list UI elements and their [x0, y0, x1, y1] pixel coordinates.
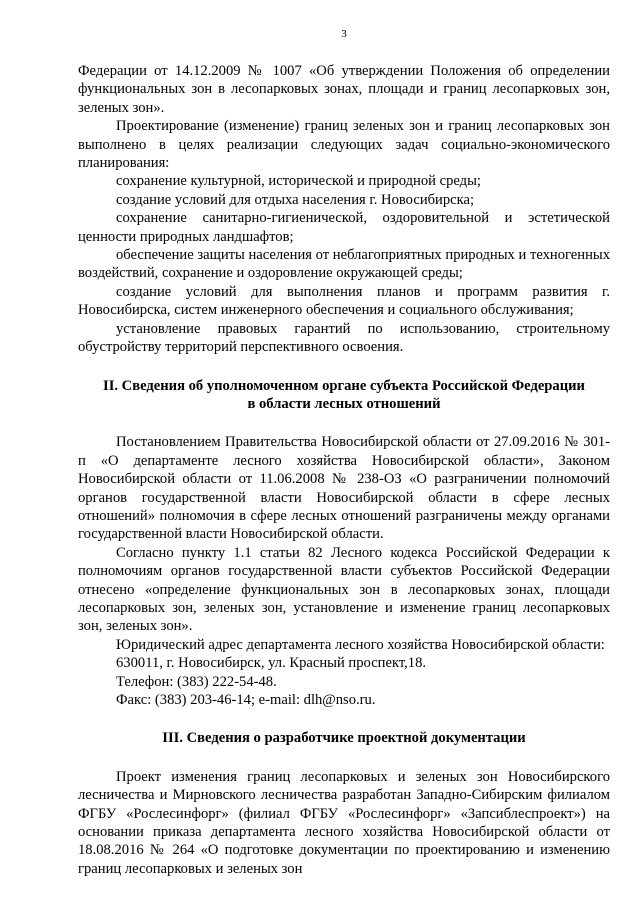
- intro-section: [78, 62, 610, 357]
- section-3-body: [78, 768, 610, 878]
- section-3-title: III. Сведения о разработчике проектной документации: [162, 730, 526, 747]
- section-2-body: [78, 433, 610, 709]
- section-2-paragraph-1: Постановлением Правительства Новосибирской области от 27.09.2016 № 301-п «О департаменте лесного хозяйства Новосибирской области», Законом Новосибирской области от 11.06.2008 № 238-ОЗ «О разграничении полномочий органов государственной власти Новосибирской области в сфере лесных отношений» полномочия в сфере лесных отношений разграничены между органами государственной власти Новосибирской области.: [78, 434, 610, 543]
- section-3-paragraph-1: Проект изменения границ лесопарковых и зеленых зон Новосибирского лесничества и Мирновского лесничества разработан Западно-Сибирским филиалом ФГБУ «Рослесинфорг» (филиал ФГБУ «Рослесинфорг» «Запсиблеспроект») на основании приказа департамента лесного хозяйства Новосибирской области от 18.08.2016 № 264 «О подготовке документации по проектированию и изменению границ лесопарковых и зеленых зон: [78, 768, 610, 877]
- task-item: создание условий для выполнения планов и программ развития г. Новосибирска, систем инженерного обеспечения и социального обслуживания;: [78, 283, 610, 319]
- task-item: установление правовых гарантий по использованию, строительному обустройству территорий перспективного освоения.: [78, 320, 610, 356]
- task-item: создание условий для отдыха населения г. Новосибирска;: [116, 191, 475, 208]
- intro-paragraph-2: Проектирование (изменение) границ зеленых зон и границ лесопарковых зон выполнено в целях реализации следующих задач социально-экономического планирования:: [78, 118, 610, 172]
- section-2-title-line-2: в области лесных отношений: [247, 395, 441, 412]
- intro-paragraph-1: Федерации от 14.12.2009 № 1007 «Об утверждении Положения об определении функциональных зон в лесопарковых зонах, площади и границ лесопарковых зон, зеленых зон».: [78, 63, 610, 116]
- legal-address: 630011, г. Новосибирск, ул. Красный проспект,18.: [116, 655, 427, 672]
- section-2-title-line-1: II. Сведения об уполномоченном органе субъекта Российской Федерации: [103, 377, 585, 394]
- task-item: сохранение санитарно-гигиенической, оздоровительной и эстетической ценности природных ландшафтов;: [78, 210, 610, 245]
- section-2-paragraph-2: Согласно пункту 1.1 статьи 82 Лесного кодекса Российской Федерации к полномочиям органов государственной власти субъектов Российской Федерации отнесено «определение функциональных зон в лесопарковых зонах, площади лесопарковых зон, зеленых зон, установление и изменение границ лесопарковых зон, зеленых зон».: [78, 544, 610, 635]
- fax-email: Факс: (383) 203-46-14; e-mail: dlh@nso.ru.: [116, 692, 376, 708]
- phone-number: Телефон: (383) 222-54-48.: [116, 673, 277, 690]
- page-number: 3: [341, 28, 347, 40]
- section-2-paragraph-3: Юридический адрес департамента лесного хозяйства Новосибирской области:: [116, 636, 605, 653]
- task-item: сохранение культурной, исторической и природной среды;: [116, 173, 481, 190]
- task-item: обеспечение защиты населения от неблагоприятных природных и техногенных воздействий, сохранение и оздоровление окружающей среды;: [78, 247, 610, 282]
- section-3-heading: [78, 729, 610, 747]
- section-2-heading: [78, 377, 610, 414]
